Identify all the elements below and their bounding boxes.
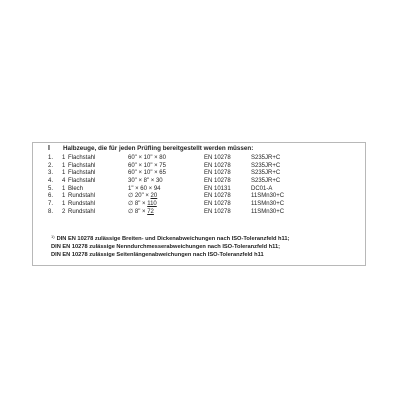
section-title: Halbzeuge, die für jeden Prüfling bereitgestellt werden müssen: (63, 145, 254, 152)
part-dimensions (128, 193, 157, 201)
dimension-text: 1" × 60 × 94 (128, 185, 161, 192)
footnote-line (51, 233, 289, 243)
part-norm: EN 10278 (204, 201, 231, 208)
part-position: 2. (48, 162, 54, 169)
part-dimensions (128, 155, 166, 163)
part-norm: EN 10131 (204, 185, 231, 192)
part-quantity: 2 (62, 208, 66, 215)
part-name: Rundstahl (68, 208, 96, 215)
part-quantity: 1 (62, 193, 66, 200)
tolerance-footnotes (51, 233, 289, 259)
part-position: 1. (48, 155, 54, 161)
dimension-length-underlined: 110 (147, 201, 157, 208)
part-name: Flachstahl (68, 170, 96, 177)
part-material: S235JR+C (251, 178, 281, 185)
footnote-line (51, 251, 289, 259)
dimension-text: ∅ 8" × (128, 201, 148, 208)
part-name: Rundstahl (68, 201, 96, 208)
part-name: Flachstahl (68, 178, 96, 185)
part-material: 11SMn30+C (251, 208, 285, 215)
part-quantity: 4 (62, 178, 66, 185)
footnote-line (51, 243, 289, 251)
part-dimensions (128, 163, 166, 171)
part-name: Rundstahl (68, 193, 96, 200)
part-name: Flachstahl (68, 162, 96, 169)
dimension-text: 60" × 10" × 80 (128, 155, 166, 161)
part-quantity: 1 (62, 162, 66, 169)
part-norm: EN 10278 (204, 162, 231, 169)
part-quantity: 1 (62, 170, 66, 177)
dimension-text: ∅ 20" × (128, 193, 151, 200)
dimension-text: 60" × 10" × 75 (128, 162, 166, 169)
part-quantity: 1 (62, 201, 66, 208)
part-position: 7. (48, 201, 54, 208)
part-material: S235JR+C (251, 162, 281, 169)
part-position: 3. (48, 170, 54, 177)
part-dimensions (128, 201, 157, 209)
part-quantity: 1 (62, 185, 66, 192)
part-position: 8. (48, 208, 54, 215)
part-norm: EN 10278 (204, 208, 231, 215)
part-position: 5. (48, 185, 54, 192)
dimension-length-underlined: 72 (147, 208, 154, 215)
part-position: 4. (48, 178, 54, 185)
part-material: S235JR+C (251, 155, 281, 161)
part-dimensions (128, 209, 154, 217)
part-dimensions (128, 170, 166, 178)
footnote-text: DIN EN 10278 zulässige Breiten- und Dickenabweichungen nach ISO-Toleranzfeld h11; (56, 236, 290, 242)
part-material: 11SMn30+C (251, 193, 285, 200)
part-norm: EN 10278 (204, 155, 231, 161)
part-quantity: 1 (62, 155, 66, 161)
footnote-marker: 1) (51, 234, 55, 239)
part-material: S235JR+C (251, 170, 281, 177)
part-material: DC01-A (251, 185, 273, 192)
part-name: Flachstahl (68, 155, 96, 161)
footnote-text: DIN EN 10278 zulässige Nenndurchmesserabweichungen nach ISO-Toleranzfeld h11; (51, 244, 281, 251)
footnote-text: DIN EN 10278 zulässige Seitenlängenabweichungen nach ISO-Toleranzfeld h11 (51, 252, 264, 259)
part-dimensions (128, 178, 163, 186)
dimension-length-underlined: 20 (150, 193, 158, 200)
dimension-text: 30" × 8" × 30 (128, 178, 163, 185)
dimension-text: 60" × 10" × 65 (128, 170, 166, 177)
part-norm: EN 10278 (204, 170, 231, 177)
part-norm: EN 10278 (204, 193, 231, 200)
part-material: 11SMn30+C (251, 201, 285, 208)
part-name: Blech (68, 185, 84, 192)
part-position: 6. (48, 193, 54, 200)
part-norm: EN 10278 (204, 178, 231, 185)
section-letter: I (48, 145, 50, 152)
dimension-text: ∅ 8" × (128, 208, 148, 215)
